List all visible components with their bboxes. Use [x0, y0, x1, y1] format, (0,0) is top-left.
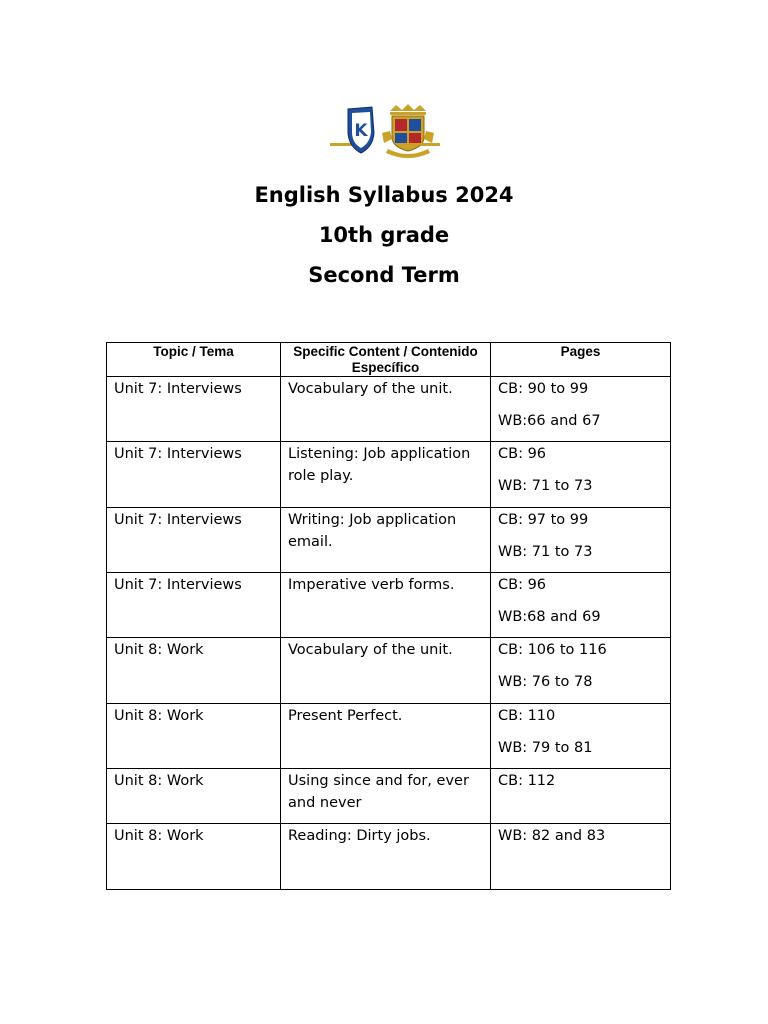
content-cell: Vocabulary of the unit.: [281, 377, 491, 442]
content-cell: Reading: Dirty jobs.: [281, 824, 491, 890]
grade-heading: 10th grade: [318, 223, 450, 247]
pages-line: WB: 82 and 83: [498, 828, 606, 844]
pages-line: WB: 71 to 73: [498, 478, 593, 494]
pages-cell: [491, 824, 671, 890]
pages-line: WB: 76 to 78: [498, 674, 593, 690]
topic-cell: Unit 7: Interviews: [107, 573, 281, 638]
table-row: [107, 573, 671, 638]
content-cell: Writing: Job application email.: [281, 508, 491, 573]
table-row: [107, 442, 671, 508]
pages-line: WB:66 and 67: [498, 413, 601, 429]
shield-letter: K: [354, 121, 368, 141]
table-row: [107, 769, 671, 824]
pages-cell: [491, 377, 671, 442]
syllabus-table: [106, 342, 671, 890]
pages-line: CB: 96: [498, 446, 547, 462]
pages-line: CB: 112: [498, 773, 556, 789]
pages-line: WB:68 and 69: [498, 609, 601, 625]
header-pages: Pages: [491, 343, 671, 377]
topic-cell: Unit 8: Work: [107, 638, 281, 704]
school-logo: [330, 103, 440, 161]
content-cell: Present Perfect.: [281, 704, 491, 769]
pages-cell: [491, 508, 671, 573]
document-title: English Syllabus 2024: [254, 183, 514, 207]
pages-line: WB: 71 to 73: [498, 544, 593, 560]
table-row: [107, 508, 671, 573]
topic-cell: Unit 8: Work: [107, 704, 281, 769]
pages-cell: [491, 704, 671, 769]
topic-cell: Unit 8: Work: [107, 824, 281, 890]
school-crest-icon: [330, 103, 440, 161]
pages-line: CB: 97 to 99: [498, 512, 589, 528]
table-row: [107, 704, 671, 769]
topic-cell: Unit 7: Interviews: [107, 377, 281, 442]
pages-line: CB: 96: [498, 577, 547, 593]
content-cell: Imperative verb forms.: [281, 573, 491, 638]
topic-cell: Unit 7: Interviews: [107, 508, 281, 573]
content-cell: Listening: Job application role play.: [281, 442, 491, 508]
pages-cell: [491, 769, 671, 824]
pages-cell: [491, 573, 671, 638]
header-topic: Topic / Tema: [107, 343, 281, 377]
table-row: [107, 824, 671, 890]
pages-line: CB: 90 to 99: [498, 381, 589, 397]
term-heading: Second Term: [308, 263, 460, 287]
pages-cell: [491, 638, 671, 704]
content-cell: Vocabulary of the unit.: [281, 638, 491, 704]
table-row: [107, 377, 671, 442]
pages-cell: [491, 442, 671, 508]
topic-cell: Unit 8: Work: [107, 769, 281, 824]
header-specific-content: Specific Content / Contenido Específico: [281, 343, 491, 377]
topic-cell: Unit 7: Interviews: [107, 442, 281, 508]
content-cell: Using since and for, ever and never: [281, 769, 491, 824]
pages-line: WB: 79 to 81: [498, 740, 593, 756]
pages-line: CB: 110: [498, 708, 556, 724]
table-row: [107, 638, 671, 704]
pages-line: CB: 106 to 116: [498, 642, 607, 658]
table-header-row: [107, 343, 671, 377]
